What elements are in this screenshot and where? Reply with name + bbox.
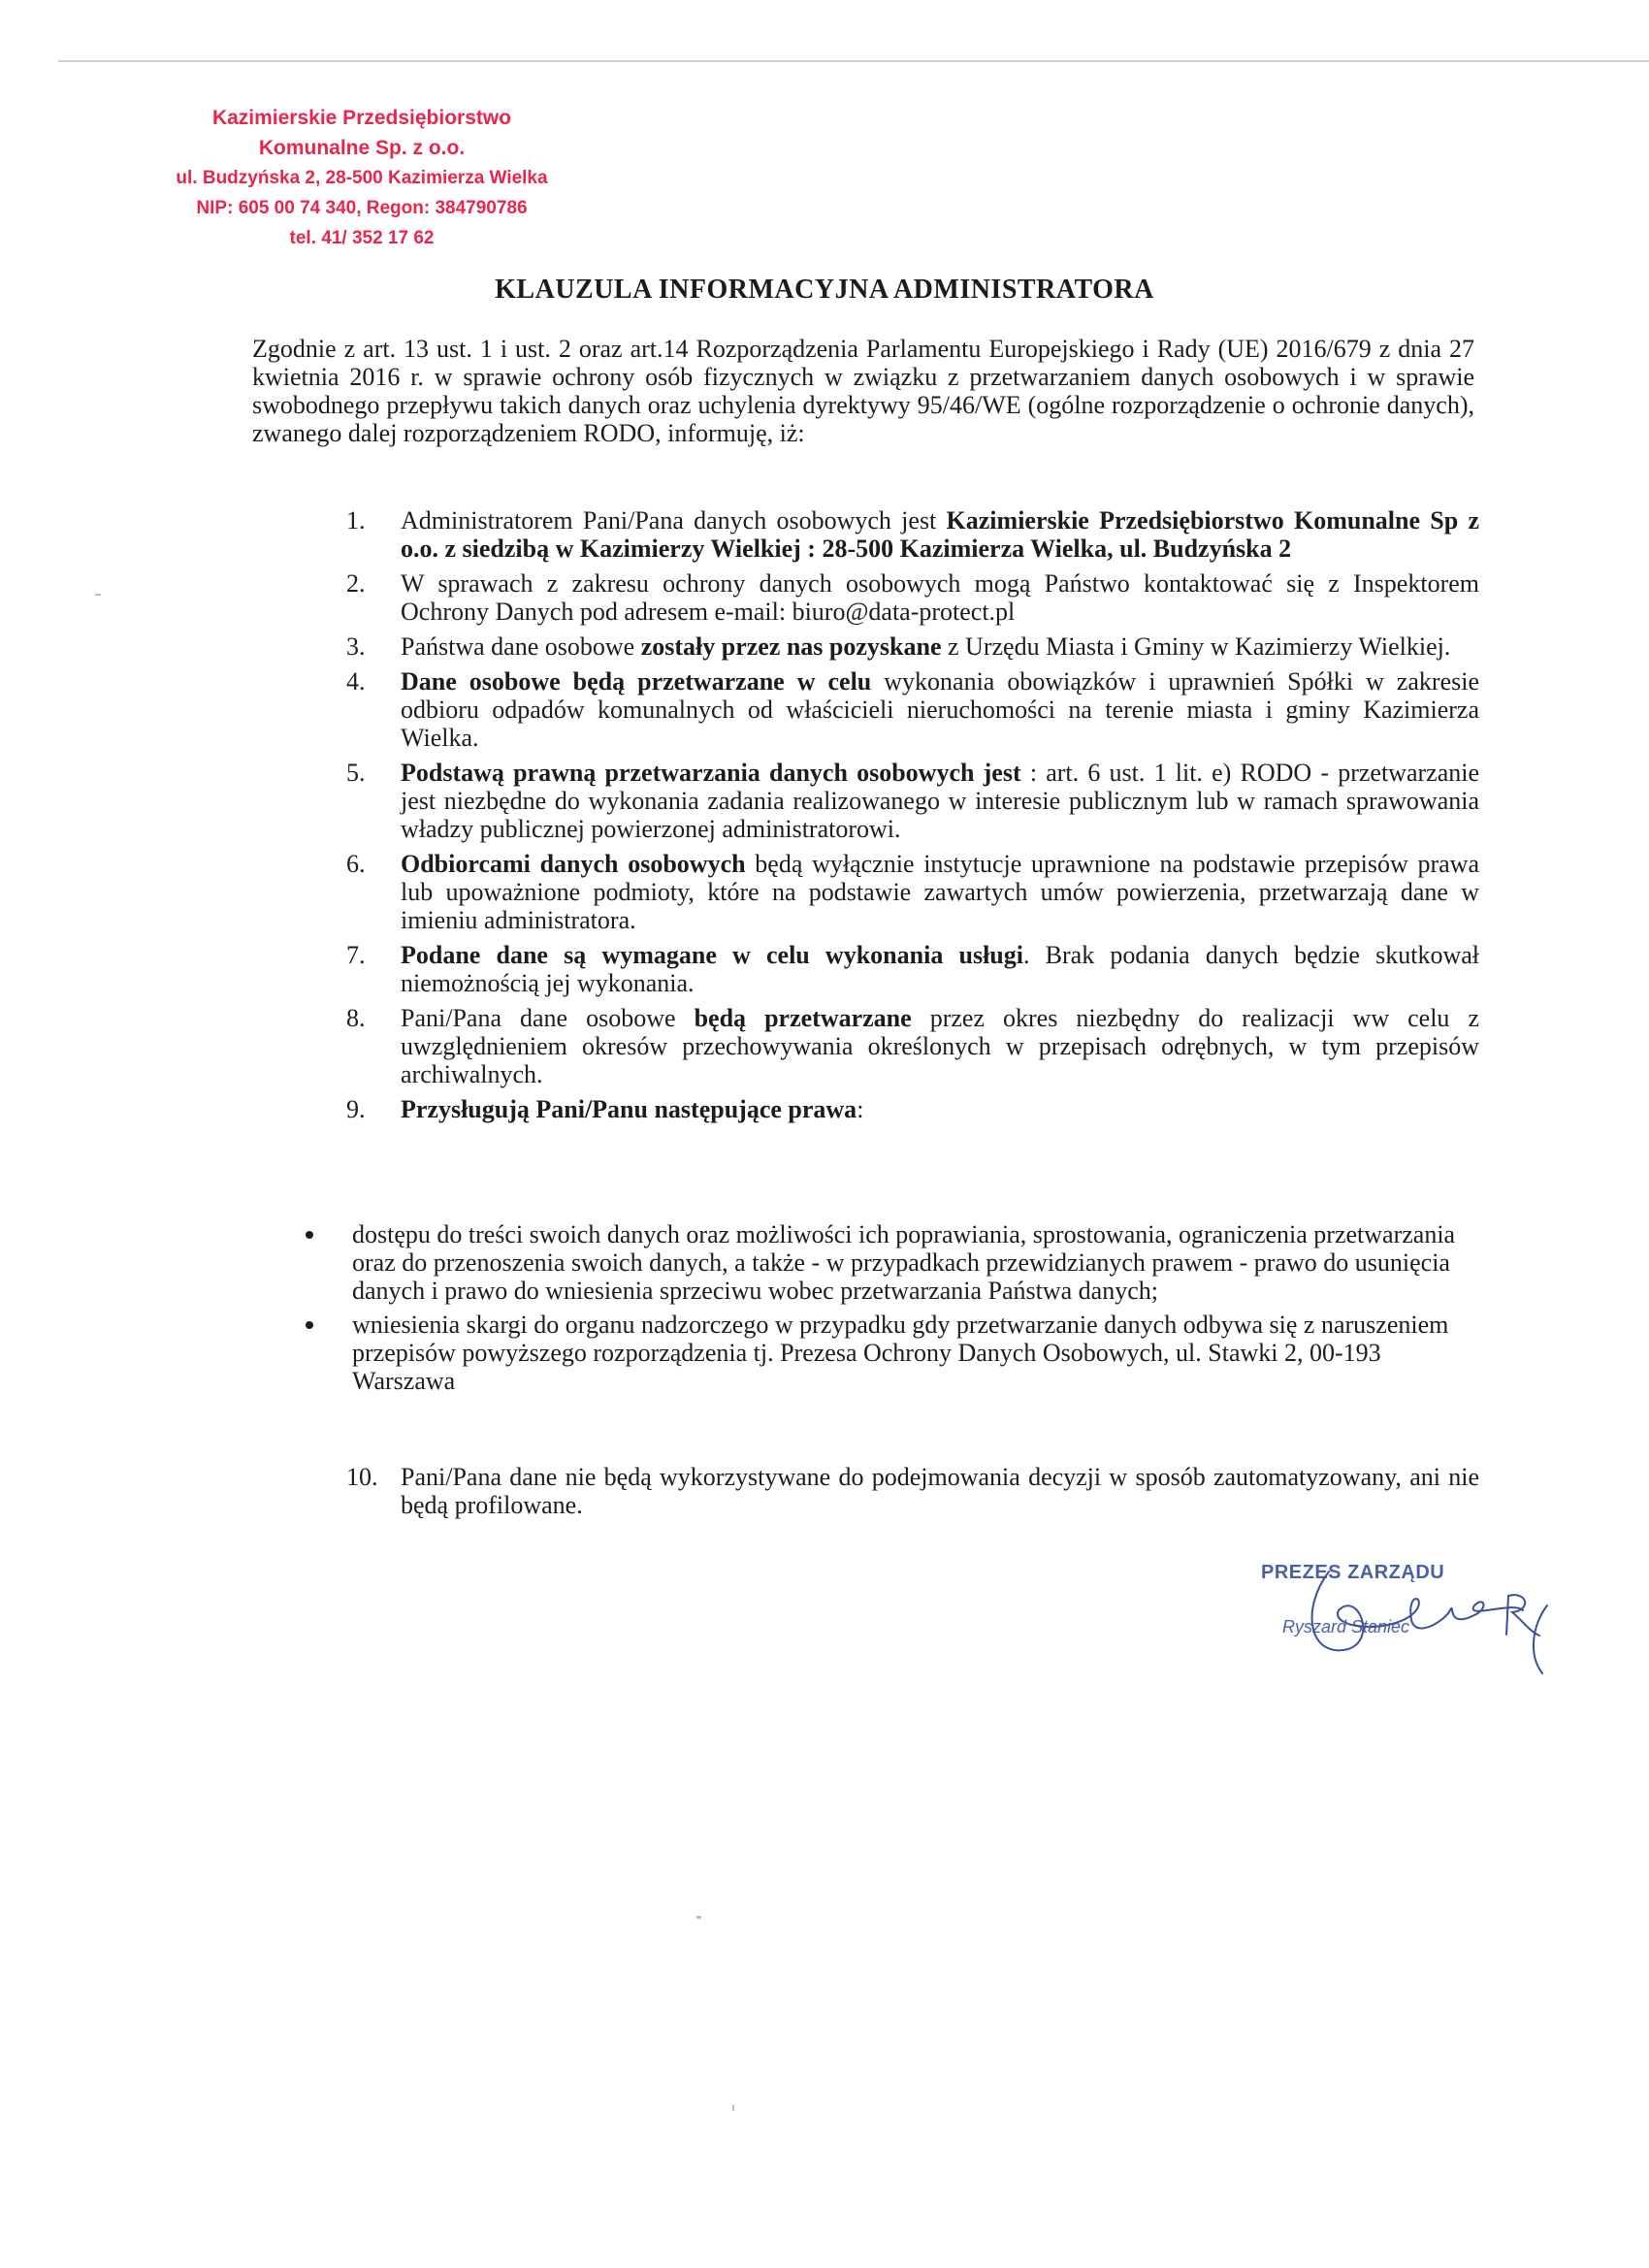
item-bold-text: Podstawą prawną przetwarzania danych osobowych jest <box>401 759 1021 787</box>
intro-paragraph: Zgodnie z art. 13 ust. 1 i ust. 2 oraz art.14 Rozporządzenia Parlamentu Europejskiego i Rady (UE) 2016/679 z dnia 27 kwietnia 2016 r. w sprawie ochrony osób fizycznych w związku z przetwarzaniem danych osobowych i w sprawie swobodnego przepływu takich danych oraz uchylenia dyrektywy 95/46/WE (ogólne rozporządzenie o ochronie danych), zwanego dalej rozporządzeniem RODO, informuję, iż: <box>252 335 1474 447</box>
list-item-1 <box>344 506 1479 563</box>
item-bold-text: Odbiorcami danych osobowych <box>401 850 746 878</box>
item-text-tail: będą wyłącznie instytucje uprawnione na podstawie przepisów prawa lub upoważnione podmioty, które na podstawie zawartych umów powierzenia, przetwarzają dane w imieniu administratora. <box>401 850 1479 934</box>
item-bold-text: Kazimierskie Przedsiębiorstwo Komunalne Sp z o.o. z siedzibą w Kazimierzy Wielkiej : 28-500 Kazimierza Wielka, ul. Budzyńska 2 <box>401 506 1479 563</box>
item-text-tail: z Urzędu Miasta i Gminy w Kazimierzy Wielkiej. <box>941 632 1451 661</box>
item-text-tail: : <box>857 1095 864 1123</box>
scan-speck <box>732 2105 734 2111</box>
bullet-item-1 <box>306 1220 1479 1305</box>
item-text-tail: wykonania obowiązków i uprawnień Spółki w zakresie odbioru odpadów komunalnych od właścicieli nieruchomości na terenie miasta i gminy Kazimierza Wielka. <box>401 667 1479 752</box>
list-item-10 <box>344 1463 1479 1519</box>
page-top-edge-line <box>58 60 1649 62</box>
document-title: KLAUZULA INFORMACYJNA ADMINISTRATORA <box>495 275 1154 305</box>
item-text: Państwa dane osobowe <box>401 632 641 661</box>
scan-speck <box>95 594 101 596</box>
bullet-dot-icon <box>306 1321 313 1329</box>
bullet-item-2 <box>306 1311 1479 1395</box>
stamp-company-name-line1: Kazimierskie Przedsiębiorstwo <box>211 107 512 129</box>
list-number: 9. <box>346 1095 366 1123</box>
list-number: 6. <box>346 850 366 878</box>
numbered-list-continued <box>344 1463 1479 1526</box>
list-item-7 <box>344 941 1479 997</box>
item-text: Pani/Pana dane osobowe <box>401 1004 695 1032</box>
scan-speck <box>696 1916 701 1919</box>
item-bold-text: Przysługują Pani/Panu następujące prawa <box>401 1095 857 1123</box>
list-number: 8. <box>346 1004 366 1032</box>
list-number: 2. <box>346 569 366 598</box>
item-bold-text: będą przetwarzane <box>694 1004 912 1032</box>
list-number: 5. <box>346 759 366 787</box>
item-text-tail: : art. 6 ust. 1 lit. e) RODO - przetwarzanie jest niezbędne do wykonania zadania realizowanego w interesie publicznym lub w ramach sprawowania władzy publicznej powierzonej administratorowi. <box>401 759 1479 843</box>
stamp-phone: tel. 41/ 352 17 62 <box>289 228 435 248</box>
stamp-company-name-line2: Komunalne Sp. z o.o. <box>258 137 466 159</box>
list-item-9 <box>344 1095 1479 1123</box>
list-item-6 <box>344 850 1479 934</box>
rights-bullet-list <box>306 1220 1479 1401</box>
stamp-address: ul. Budzyńska 2, 28-500 Kazimierza Wielka <box>176 168 548 188</box>
item-bold-text: zostały przez nas pozyskane <box>640 632 942 661</box>
stamp-name: Ryszard Staniec <box>1282 1617 1410 1636</box>
list-number: 10. <box>346 1463 378 1491</box>
item-text: Pani/Pana dane nie będą wykorzystywane do podejmowania decyzji w sposób zautomatyzowany, ani nie będą profilowane. <box>401 1463 1479 1519</box>
list-item-4 <box>344 667 1479 752</box>
bullet-text: dostępu do treści swoich danych oraz możliwości ich poprawiania, sprostowania, ograniczenia przetwarzania oraz do przenoszenia swoich danych, a także - w przypadkach przewidzianych prawem - prawo do usunięcia danych i prawo do wniesienia sprzeciwu wobec przetwarzania Państwa danych; <box>352 1220 1456 1305</box>
list-number: 7. <box>346 941 366 969</box>
list-item-2 <box>344 569 1479 626</box>
numbered-list <box>344 506 1479 1130</box>
list-item-3 <box>344 632 1479 661</box>
list-item-5 <box>344 759 1479 843</box>
item-text: Administratorem Pani/Pana danych osobowych jest <box>401 506 947 535</box>
item-text: W sprawach z zakresu ochrony danych osobowych mogą Państwo kontaktować się z Inspektorem Ochrony Danych pod adresem e-mail: biuro@data-protect.pl <box>401 569 1479 626</box>
company-header-stamp <box>153 103 570 253</box>
item-bold-text: Podane dane są wymagane w celu wykonania usługi <box>401 941 1023 969</box>
list-number: 4. <box>346 667 366 696</box>
stamp-role: PREZES ZARZĄDU <box>1261 1562 1445 1583</box>
bullet-text: wniesienia skargi do organu nadzorczego w przypadku gdy przetwarzanie danych odbywa się z naruszeniem przepisów powyższego rozporządzenia tj. Prezesa Ochrony Danych Osobowych, ul. Stawki 2, 00-193 Warszawa <box>352 1311 1449 1395</box>
stamp-nip-regon: NIP: 605 00 74 340, Regon: 384790786 <box>196 198 528 218</box>
item-text-tail: przez okres niezbędny do realizacji ww celu z uwzględnieniem okresów przechowywania określonych w przepisach odrębnych, w tym przepisów archiwalnych. <box>401 1004 1479 1088</box>
bullet-dot-icon <box>306 1231 313 1239</box>
list-number: 1. <box>346 506 366 535</box>
list-number: 3. <box>346 632 366 661</box>
item-text-tail: . Brak podania danych będzie skutkował niemożnością jej wykonania. <box>401 941 1479 997</box>
list-item-8 <box>344 1004 1479 1088</box>
item-bold-text: Dane osobowe będą przetwarzane w celu <box>401 667 872 696</box>
signature-initial-mark <box>1499 1591 1542 1639</box>
